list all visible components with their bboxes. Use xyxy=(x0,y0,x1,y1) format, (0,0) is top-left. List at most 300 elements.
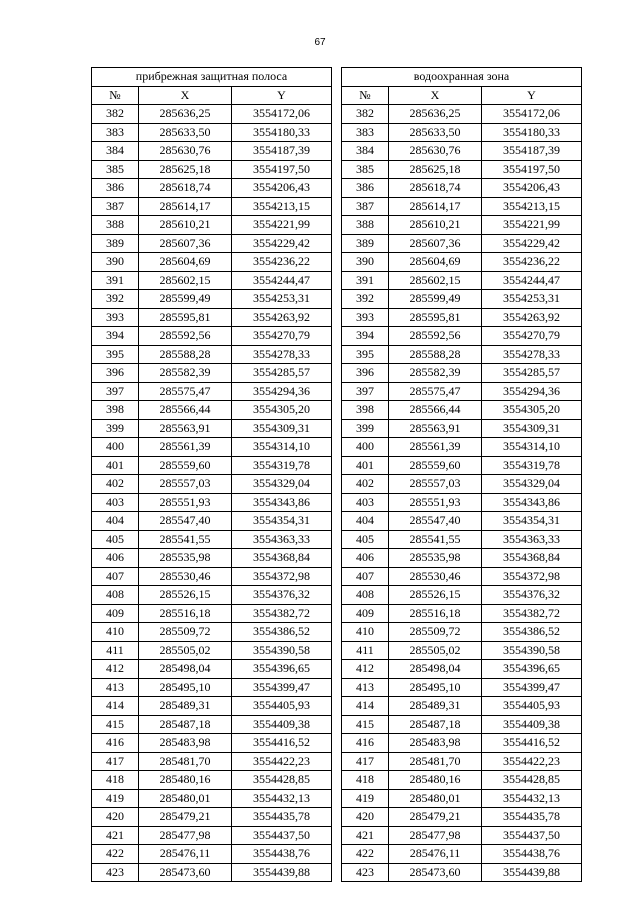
table-row xyxy=(92,623,332,642)
table-row xyxy=(342,197,582,216)
point-number-cell: 390 xyxy=(92,253,139,272)
x-coordinate-cell: 285633,50 xyxy=(139,123,232,142)
table-row xyxy=(342,345,582,364)
x-coordinate-cell: 285530,46 xyxy=(139,567,232,586)
table-title-row xyxy=(92,68,332,87)
y-coordinate-cell: 3554437,50 xyxy=(232,826,332,845)
x-coordinate-cell: 285599,49 xyxy=(389,290,482,309)
y-coordinate-cell: 3554435,78 xyxy=(232,808,332,827)
y-coordinate-cell: 3554172,06 xyxy=(232,105,332,124)
x-coordinate-cell: 285551,93 xyxy=(389,493,482,512)
table-row xyxy=(342,678,582,697)
y-coordinate-cell: 3554229,42 xyxy=(232,234,332,253)
x-coordinate-cell: 285477,98 xyxy=(139,826,232,845)
x-coordinate-cell: 285479,21 xyxy=(139,808,232,827)
x-coordinate-cell: 285602,15 xyxy=(389,271,482,290)
point-number-cell: 410 xyxy=(92,623,139,642)
table-row xyxy=(92,567,332,586)
table-row xyxy=(92,345,332,364)
table-row xyxy=(342,456,582,475)
table-row xyxy=(342,382,582,401)
table-row xyxy=(92,438,332,457)
x-coordinate-cell: 285588,28 xyxy=(139,345,232,364)
y-coordinate-cell: 3554197,50 xyxy=(232,160,332,179)
y-coordinate-cell: 3554319,78 xyxy=(482,456,582,475)
x-coordinate-cell: 285476,11 xyxy=(139,845,232,864)
point-number-cell: 395 xyxy=(92,345,139,364)
point-number-cell: 387 xyxy=(92,197,139,216)
page-number: 67 xyxy=(314,37,326,48)
table-row xyxy=(92,382,332,401)
point-number-cell: 383 xyxy=(342,123,389,142)
x-coordinate-cell: 285481,70 xyxy=(389,752,482,771)
y-coordinate-cell: 3554416,52 xyxy=(232,734,332,753)
x-coordinate-cell: 285614,17 xyxy=(389,197,482,216)
x-coordinate-cell: 285505,02 xyxy=(389,641,482,660)
y-coordinate-cell: 3554437,50 xyxy=(482,826,582,845)
point-number-cell: 383 xyxy=(92,123,139,142)
point-number-cell: 393 xyxy=(342,308,389,327)
x-coordinate-cell: 285547,40 xyxy=(389,512,482,531)
point-number-cell: 411 xyxy=(342,641,389,660)
point-number-cell: 405 xyxy=(92,530,139,549)
table-row xyxy=(92,234,332,253)
y-coordinate-cell: 3554386,52 xyxy=(232,623,332,642)
point-number-cell: 399 xyxy=(342,419,389,438)
column-header-y: Y xyxy=(232,86,332,105)
point-number-cell: 413 xyxy=(342,678,389,697)
table-row xyxy=(342,752,582,771)
table-row xyxy=(92,826,332,845)
point-number-cell: 395 xyxy=(342,345,389,364)
table-row xyxy=(92,493,332,512)
point-number-cell: 385 xyxy=(92,160,139,179)
table-row xyxy=(92,308,332,327)
y-coordinate-cell: 3554309,31 xyxy=(482,419,582,438)
x-coordinate-cell: 285566,44 xyxy=(389,401,482,420)
x-coordinate-cell: 285563,91 xyxy=(139,419,232,438)
point-number-cell: 387 xyxy=(342,197,389,216)
y-coordinate-cell: 3554396,65 xyxy=(232,660,332,679)
point-number-cell: 398 xyxy=(92,401,139,420)
x-coordinate-cell: 285477,98 xyxy=(389,826,482,845)
point-number-cell: 402 xyxy=(92,475,139,494)
x-coordinate-cell: 285509,72 xyxy=(139,623,232,642)
table-row xyxy=(342,493,582,512)
y-coordinate-cell: 3554229,42 xyxy=(482,234,582,253)
y-coordinate-cell: 3554399,47 xyxy=(482,678,582,697)
point-number-cell: 417 xyxy=(92,752,139,771)
x-coordinate-cell: 285607,36 xyxy=(139,234,232,253)
y-coordinate-cell: 3554428,85 xyxy=(482,771,582,790)
y-coordinate-cell: 3554372,98 xyxy=(232,567,332,586)
x-coordinate-cell: 285505,02 xyxy=(139,641,232,660)
table-row xyxy=(92,604,332,623)
table-row xyxy=(92,734,332,753)
table-row xyxy=(342,586,582,605)
y-coordinate-cell: 3554253,31 xyxy=(232,290,332,309)
y-coordinate-cell: 3554396,65 xyxy=(482,660,582,679)
y-coordinate-cell: 3554278,33 xyxy=(482,345,582,364)
y-coordinate-cell: 3554343,86 xyxy=(482,493,582,512)
point-number-cell: 400 xyxy=(342,438,389,457)
table-row xyxy=(342,364,582,383)
point-number-cell: 394 xyxy=(342,327,389,346)
table-row xyxy=(342,549,582,568)
y-coordinate-cell: 3554438,76 xyxy=(232,845,332,864)
point-number-cell: 422 xyxy=(342,845,389,864)
y-coordinate-cell: 3554363,33 xyxy=(482,530,582,549)
point-number-cell: 409 xyxy=(92,604,139,623)
point-number-cell: 389 xyxy=(342,234,389,253)
y-coordinate-cell: 3554416,52 xyxy=(482,734,582,753)
y-coordinate-cell: 3554187,39 xyxy=(482,142,582,161)
table-row xyxy=(342,641,582,660)
table-row xyxy=(342,567,582,586)
x-coordinate-cell: 285625,18 xyxy=(389,160,482,179)
x-coordinate-cell: 285630,76 xyxy=(389,142,482,161)
y-coordinate-cell: 3554180,33 xyxy=(232,123,332,142)
point-number-cell: 405 xyxy=(342,530,389,549)
x-coordinate-cell: 285509,72 xyxy=(389,623,482,642)
y-coordinate-cell: 3554244,47 xyxy=(232,271,332,290)
point-number-cell: 407 xyxy=(92,567,139,586)
y-coordinate-cell: 3554354,31 xyxy=(482,512,582,531)
x-coordinate-cell: 285575,47 xyxy=(389,382,482,401)
table-row xyxy=(342,327,582,346)
x-coordinate-cell: 285535,98 xyxy=(389,549,482,568)
x-coordinate-cell: 285561,39 xyxy=(389,438,482,457)
x-coordinate-cell: 285483,98 xyxy=(139,734,232,753)
point-number-cell: 396 xyxy=(342,364,389,383)
y-coordinate-cell: 3554432,13 xyxy=(482,789,582,808)
table-row xyxy=(342,734,582,753)
table-row xyxy=(92,271,332,290)
table-row xyxy=(342,401,582,420)
table-title: прибрежная защитная полоса xyxy=(92,68,332,87)
table-row xyxy=(342,105,582,124)
table-row xyxy=(342,419,582,438)
y-coordinate-cell: 3554253,31 xyxy=(482,290,582,309)
x-coordinate-cell: 285592,56 xyxy=(139,327,232,346)
x-coordinate-cell: 285618,74 xyxy=(139,179,232,198)
table-row xyxy=(342,697,582,716)
point-number-cell: 417 xyxy=(342,752,389,771)
x-coordinate-cell: 285625,18 xyxy=(139,160,232,179)
table-row xyxy=(342,715,582,734)
x-coordinate-cell: 285516,18 xyxy=(389,604,482,623)
y-coordinate-cell: 3554368,84 xyxy=(482,549,582,568)
y-coordinate-cell: 3554382,72 xyxy=(232,604,332,623)
y-coordinate-cell: 3554405,93 xyxy=(232,697,332,716)
x-coordinate-cell: 285557,03 xyxy=(389,475,482,494)
x-coordinate-cell: 285480,16 xyxy=(139,771,232,790)
point-number-cell: 420 xyxy=(92,808,139,827)
y-coordinate-cell: 3554213,15 xyxy=(232,197,332,216)
y-coordinate-cell: 3554305,20 xyxy=(232,401,332,420)
y-coordinate-cell: 3554319,78 xyxy=(232,456,332,475)
point-number-cell: 414 xyxy=(342,697,389,716)
x-coordinate-cell: 285480,01 xyxy=(389,789,482,808)
table-row xyxy=(92,530,332,549)
table-row xyxy=(92,808,332,827)
x-coordinate-cell: 285481,70 xyxy=(139,752,232,771)
point-number-cell: 416 xyxy=(342,734,389,753)
y-coordinate-cell: 3554263,92 xyxy=(482,308,582,327)
point-number-cell: 402 xyxy=(342,475,389,494)
x-coordinate-cell: 285604,69 xyxy=(389,253,482,272)
x-coordinate-cell: 285495,10 xyxy=(389,678,482,697)
y-coordinate-cell: 3554197,50 xyxy=(482,160,582,179)
point-number-cell: 382 xyxy=(342,105,389,124)
point-number-cell: 415 xyxy=(342,715,389,734)
y-coordinate-cell: 3554422,23 xyxy=(482,752,582,771)
table-row xyxy=(92,641,332,660)
x-coordinate-cell: 285487,18 xyxy=(389,715,482,734)
point-number-cell: 394 xyxy=(92,327,139,346)
point-number-cell: 407 xyxy=(342,567,389,586)
x-coordinate-cell: 285473,60 xyxy=(389,863,482,882)
x-coordinate-cell: 285559,60 xyxy=(389,456,482,475)
point-number-cell: 400 xyxy=(92,438,139,457)
coastal-protection-strip-table xyxy=(91,67,332,882)
point-number-cell: 385 xyxy=(342,160,389,179)
y-coordinate-cell: 3554294,36 xyxy=(482,382,582,401)
x-coordinate-cell: 285480,16 xyxy=(389,771,482,790)
point-number-cell: 397 xyxy=(342,382,389,401)
point-number-cell: 388 xyxy=(342,216,389,235)
table-row xyxy=(342,789,582,808)
table-row xyxy=(92,863,332,882)
x-coordinate-cell: 285614,17 xyxy=(139,197,232,216)
table-row xyxy=(342,512,582,531)
x-coordinate-cell: 285476,11 xyxy=(389,845,482,864)
column-header-number: № xyxy=(92,86,139,105)
point-number-cell: 393 xyxy=(92,308,139,327)
table-row xyxy=(342,604,582,623)
point-number-cell: 414 xyxy=(92,697,139,716)
x-coordinate-cell: 285575,47 xyxy=(139,382,232,401)
table-row xyxy=(342,623,582,642)
x-coordinate-cell: 285566,44 xyxy=(139,401,232,420)
y-coordinate-cell: 3554294,36 xyxy=(232,382,332,401)
y-coordinate-cell: 3554213,15 xyxy=(482,197,582,216)
x-coordinate-cell: 285636,25 xyxy=(139,105,232,124)
point-number-cell: 403 xyxy=(92,493,139,512)
x-coordinate-cell: 285592,56 xyxy=(389,327,482,346)
x-coordinate-cell: 285487,18 xyxy=(139,715,232,734)
y-coordinate-cell: 3554278,33 xyxy=(232,345,332,364)
table-row xyxy=(342,808,582,827)
point-number-cell: 390 xyxy=(342,253,389,272)
x-coordinate-cell: 285599,49 xyxy=(139,290,232,309)
point-number-cell: 409 xyxy=(342,604,389,623)
x-coordinate-cell: 285582,39 xyxy=(139,364,232,383)
table-row xyxy=(92,752,332,771)
point-number-cell: 403 xyxy=(342,493,389,512)
y-coordinate-cell: 3554354,31 xyxy=(232,512,332,531)
y-coordinate-cell: 3554270,79 xyxy=(482,327,582,346)
x-coordinate-cell: 285530,46 xyxy=(389,567,482,586)
y-coordinate-cell: 3554382,72 xyxy=(482,604,582,623)
column-header-number: № xyxy=(342,86,389,105)
x-coordinate-cell: 285498,04 xyxy=(139,660,232,679)
y-coordinate-cell: 3554329,04 xyxy=(232,475,332,494)
table-row xyxy=(342,660,582,679)
x-coordinate-cell: 285516,18 xyxy=(139,604,232,623)
point-number-cell: 388 xyxy=(92,216,139,235)
table-row xyxy=(342,438,582,457)
x-coordinate-cell: 285610,21 xyxy=(389,216,482,235)
point-number-cell: 391 xyxy=(92,271,139,290)
y-coordinate-cell: 3554236,22 xyxy=(232,253,332,272)
table-row xyxy=(342,530,582,549)
table-row xyxy=(92,179,332,198)
table-row xyxy=(92,678,332,697)
x-coordinate-cell: 285526,15 xyxy=(389,586,482,605)
table-row xyxy=(342,123,582,142)
point-number-cell: 401 xyxy=(92,456,139,475)
x-coordinate-cell: 285483,98 xyxy=(389,734,482,753)
point-number-cell: 422 xyxy=(92,845,139,864)
point-number-cell: 382 xyxy=(92,105,139,124)
table-row xyxy=(92,327,332,346)
x-coordinate-cell: 285630,76 xyxy=(139,142,232,161)
y-coordinate-cell: 3554285,57 xyxy=(232,364,332,383)
y-coordinate-cell: 3554221,99 xyxy=(232,216,332,235)
x-coordinate-cell: 285557,03 xyxy=(139,475,232,494)
point-number-cell: 399 xyxy=(92,419,139,438)
y-coordinate-cell: 3554244,47 xyxy=(482,271,582,290)
y-coordinate-cell: 3554329,04 xyxy=(482,475,582,494)
table-row xyxy=(92,142,332,161)
table-row xyxy=(342,160,582,179)
table-row xyxy=(342,290,582,309)
x-coordinate-cell: 285480,01 xyxy=(139,789,232,808)
water-protection-zone-table xyxy=(341,67,582,882)
table-row xyxy=(92,290,332,309)
x-coordinate-cell: 285595,81 xyxy=(389,308,482,327)
point-number-cell: 423 xyxy=(92,863,139,882)
table-row xyxy=(92,512,332,531)
point-number-cell: 423 xyxy=(342,863,389,882)
y-coordinate-cell: 3554172,06 xyxy=(482,105,582,124)
y-coordinate-cell: 3554390,58 xyxy=(482,641,582,660)
point-number-cell: 392 xyxy=(92,290,139,309)
y-coordinate-cell: 3554236,22 xyxy=(482,253,582,272)
x-coordinate-cell: 285498,04 xyxy=(389,660,482,679)
point-number-cell: 410 xyxy=(342,623,389,642)
table-row xyxy=(92,789,332,808)
x-coordinate-cell: 285595,81 xyxy=(139,308,232,327)
point-number-cell: 408 xyxy=(92,586,139,605)
table-row xyxy=(92,660,332,679)
point-number-cell: 419 xyxy=(342,789,389,808)
table-row xyxy=(92,549,332,568)
table-row xyxy=(92,586,332,605)
y-coordinate-cell: 3554376,32 xyxy=(232,586,332,605)
x-coordinate-cell: 285495,10 xyxy=(139,678,232,697)
table-row xyxy=(342,863,582,882)
table-row xyxy=(342,475,582,494)
y-coordinate-cell: 3554409,38 xyxy=(482,715,582,734)
point-number-cell: 397 xyxy=(92,382,139,401)
point-number-cell: 386 xyxy=(92,179,139,198)
table-row xyxy=(92,216,332,235)
point-number-cell: 401 xyxy=(342,456,389,475)
y-coordinate-cell: 3554386,52 xyxy=(482,623,582,642)
y-coordinate-cell: 3554435,78 xyxy=(482,808,582,827)
y-coordinate-cell: 3554314,10 xyxy=(482,438,582,457)
table-title: водоохранная зона xyxy=(342,68,582,87)
x-coordinate-cell: 285526,15 xyxy=(139,586,232,605)
y-coordinate-cell: 3554439,88 xyxy=(232,863,332,882)
y-coordinate-cell: 3554309,31 xyxy=(232,419,332,438)
table-row xyxy=(342,179,582,198)
y-coordinate-cell: 3554180,33 xyxy=(482,123,582,142)
y-coordinate-cell: 3554376,32 xyxy=(482,586,582,605)
point-number-cell: 392 xyxy=(342,290,389,309)
y-coordinate-cell: 3554390,58 xyxy=(232,641,332,660)
y-coordinate-cell: 3554206,43 xyxy=(232,179,332,198)
point-number-cell: 412 xyxy=(92,660,139,679)
point-number-cell: 404 xyxy=(342,512,389,531)
table-row xyxy=(92,475,332,494)
x-coordinate-cell: 285588,28 xyxy=(389,345,482,364)
point-number-cell: 408 xyxy=(342,586,389,605)
point-number-cell: 391 xyxy=(342,271,389,290)
x-coordinate-cell: 285547,40 xyxy=(139,512,232,531)
column-header-x: X xyxy=(389,86,482,105)
table-row xyxy=(342,845,582,864)
point-number-cell: 404 xyxy=(92,512,139,531)
x-coordinate-cell: 285607,36 xyxy=(389,234,482,253)
x-coordinate-cell: 285535,98 xyxy=(139,549,232,568)
point-number-cell: 398 xyxy=(342,401,389,420)
x-coordinate-cell: 285602,15 xyxy=(139,271,232,290)
point-number-cell: 418 xyxy=(342,771,389,790)
table-row xyxy=(92,715,332,734)
point-number-cell: 421 xyxy=(92,826,139,845)
y-coordinate-cell: 3554285,57 xyxy=(482,364,582,383)
y-coordinate-cell: 3554409,38 xyxy=(232,715,332,734)
x-coordinate-cell: 285636,25 xyxy=(389,105,482,124)
table-row xyxy=(92,253,332,272)
y-coordinate-cell: 3554422,23 xyxy=(232,752,332,771)
y-coordinate-cell: 3554399,47 xyxy=(232,678,332,697)
column-header-x: X xyxy=(139,86,232,105)
table-row xyxy=(342,771,582,790)
y-coordinate-cell: 3554428,85 xyxy=(232,771,332,790)
point-number-cell: 412 xyxy=(342,660,389,679)
x-coordinate-cell: 285563,91 xyxy=(389,419,482,438)
y-coordinate-cell: 3554314,10 xyxy=(232,438,332,457)
point-number-cell: 418 xyxy=(92,771,139,790)
table-row xyxy=(92,105,332,124)
table-row xyxy=(92,845,332,864)
point-number-cell: 413 xyxy=(92,678,139,697)
column-header-y: Y xyxy=(482,86,582,105)
table-row xyxy=(92,771,332,790)
point-number-cell: 386 xyxy=(342,179,389,198)
y-coordinate-cell: 3554368,84 xyxy=(232,549,332,568)
table-title-row xyxy=(342,68,582,87)
table-row xyxy=(342,271,582,290)
point-number-cell: 384 xyxy=(342,142,389,161)
table-row xyxy=(92,697,332,716)
table-row xyxy=(92,456,332,475)
point-number-cell: 406 xyxy=(92,549,139,568)
